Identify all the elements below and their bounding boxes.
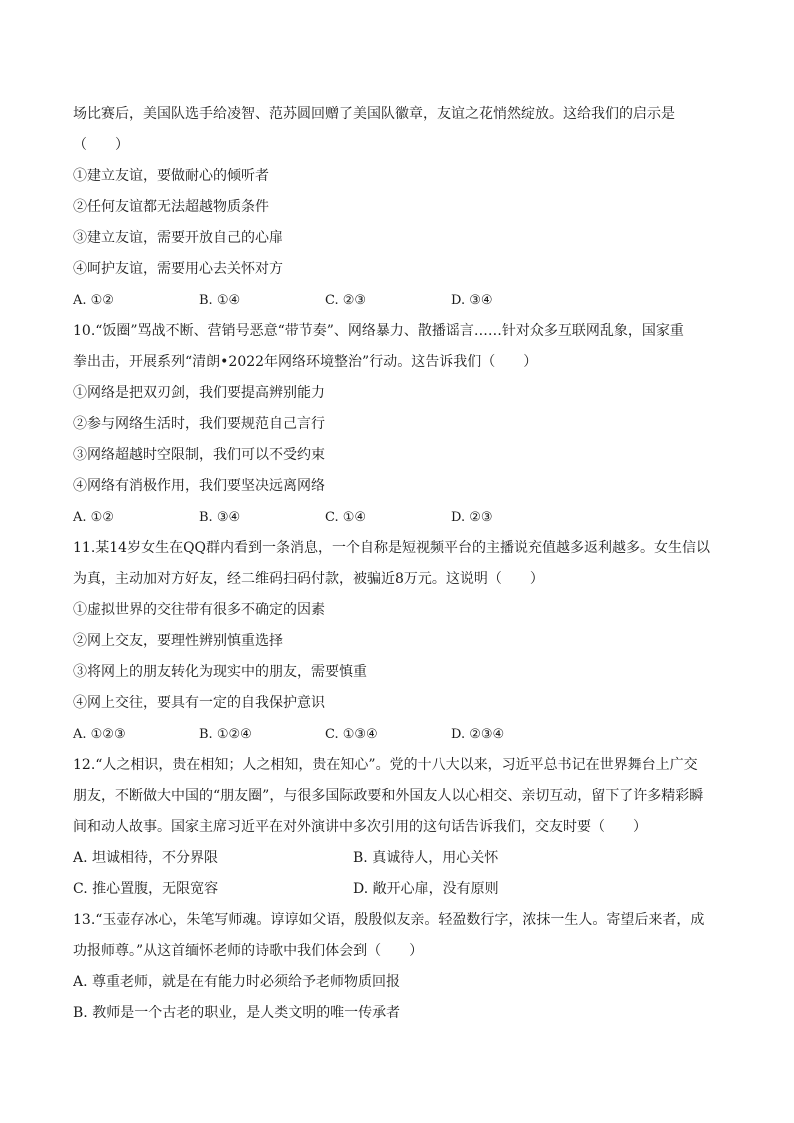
question-12-stem-line-1: 12.“人之相识，贵在相知；人之相知，贵在知心”。党的十八大以来，习近平总书记在世界舞台上广交 bbox=[73, 757, 698, 773]
question-11-item-4: ④网上交往，要具有一定的自我保护意识 bbox=[73, 695, 325, 711]
question-10-item-4: ④网络有消极作用，我们要坚决远离网络 bbox=[73, 478, 325, 494]
question-11 bbox=[73, 533, 723, 750]
question-11-item-1: ①虚拟世界的交往带有很多不确定的因素 bbox=[73, 602, 325, 618]
question-11-option-d: D. ②③④ bbox=[451, 727, 505, 742]
question-13 bbox=[73, 905, 723, 1029]
question-content bbox=[73, 99, 723, 1029]
question-10-item-2: ②参与网络生活时，我们要规范自己言行 bbox=[73, 416, 325, 432]
question-9-item-4: ④呵护友谊，需要用心去关怀对方 bbox=[73, 261, 283, 277]
question-9-option-d: D. ③④ bbox=[451, 293, 493, 308]
question-10-stem-line-1: 10.“饭圈”骂战不断、营销号恶意“带节奏”、网络暴力、散播谣言……针对众多互联网乱象，国家重 bbox=[73, 323, 684, 339]
question-10-option-a: A. ①② bbox=[73, 510, 114, 525]
question-13-stem-line-2: 功报师尊。”从这首缅怀老师的诗歌中我们体会到（ ） bbox=[73, 943, 424, 959]
question-9-options bbox=[73, 285, 723, 316]
question-12-option-a: A. 坦诚相待，不分界限 bbox=[73, 850, 219, 866]
question-10-item-1: ①网络是把双刃剑，我们要提高辨别能力 bbox=[73, 385, 325, 401]
question-12 bbox=[73, 750, 723, 905]
question-9-option-b: B. ①④ bbox=[199, 293, 241, 308]
question-12-option-b: B. 真诚待人，用心关怀 bbox=[353, 850, 499, 866]
question-10-option-d: D. ②③ bbox=[451, 510, 493, 525]
question-9 bbox=[73, 99, 723, 316]
question-9-item-3: ③建立友谊，需要开放自己的心扉 bbox=[73, 230, 283, 246]
question-12-stem-line-3: 间和动人故事。国家主席习近平在对外演讲中多次引用的这句话告诉我们，交友时要（ ） bbox=[73, 819, 647, 835]
question-12-options-row-2 bbox=[73, 874, 723, 905]
question-9-item-1: ①建立友谊，要做耐心的倾听者 bbox=[73, 168, 269, 184]
question-10-options bbox=[73, 502, 723, 533]
question-11-option-c: C. ①③④ bbox=[325, 727, 378, 742]
question-10-option-b: B. ③④ bbox=[199, 510, 241, 525]
question-10-item-3: ③网络超越时空限制，我们可以不受约束 bbox=[73, 447, 325, 463]
question-10-option-c: C. ①④ bbox=[325, 510, 367, 525]
question-12-stem-line-2: 朋友，不断做大中国的“朋友圈”，与很多国际政要和外国友人以心相交、亲切互动，留下了许多精彩瞬 bbox=[73, 788, 704, 804]
question-13-option-b: B. 教师是一个古老的职业，是人类文明的唯一传承者 bbox=[73, 1005, 401, 1021]
question-12-option-d: D. 敞开心扉，没有原则 bbox=[353, 881, 499, 897]
question-9-option-c: C. ②③ bbox=[325, 293, 367, 308]
question-13-stem-line-1: 13.“玉壶存冰心，朱笔写师魂。谆谆如父语，殷殷似友亲。轻盈数行字，浓抹一生人。寄望后来者，成 bbox=[73, 912, 705, 928]
question-11-option-b: B. ①②④ bbox=[199, 727, 252, 742]
question-10-stem-line-2: 拳出击，开展系列“清朗•2022年网络环境整治”行动。这告诉我们（ ） bbox=[73, 354, 538, 370]
question-9-option-a: A. ①② bbox=[73, 293, 114, 308]
question-11-option-a: A. ①②③ bbox=[73, 727, 126, 742]
question-11-stem-line-1: 11.某14岁女生在QQ群内看到一条消息，一个自称是短视频平台的主播说充值越多返利越多。女生信以 bbox=[73, 540, 711, 556]
question-11-item-3: ③将网上的朋友转化为现实中的朋友，需要慎重 bbox=[73, 664, 367, 680]
question-10 bbox=[73, 316, 723, 533]
question-11-options bbox=[73, 719, 723, 750]
question-9-stem-line-1: 场比赛后，美国队选手给凌智、范苏圆回赠了美国队徽章，友谊之花悄然绽放。这给我们的启示是 bbox=[73, 106, 675, 122]
question-12-option-c: C. 推心置腹，无限宽容 bbox=[73, 881, 219, 897]
question-11-stem-line-2: 为真，主动加对方好友，经二维码扫码付款，被骗近8万元。这说明（ ） bbox=[73, 571, 544, 587]
question-9-stem-line-2: （ ） bbox=[73, 137, 129, 153]
question-13-option-a: A. 尊重老师，就是在有能力时必须给予老师物质回报 bbox=[73, 974, 401, 990]
question-9-item-2: ②任何友谊都无法超越物质条件 bbox=[73, 199, 269, 215]
question-11-item-2: ②网上交友，要理性辨别慎重选择 bbox=[73, 633, 283, 649]
question-12-options-row-1 bbox=[73, 843, 723, 874]
